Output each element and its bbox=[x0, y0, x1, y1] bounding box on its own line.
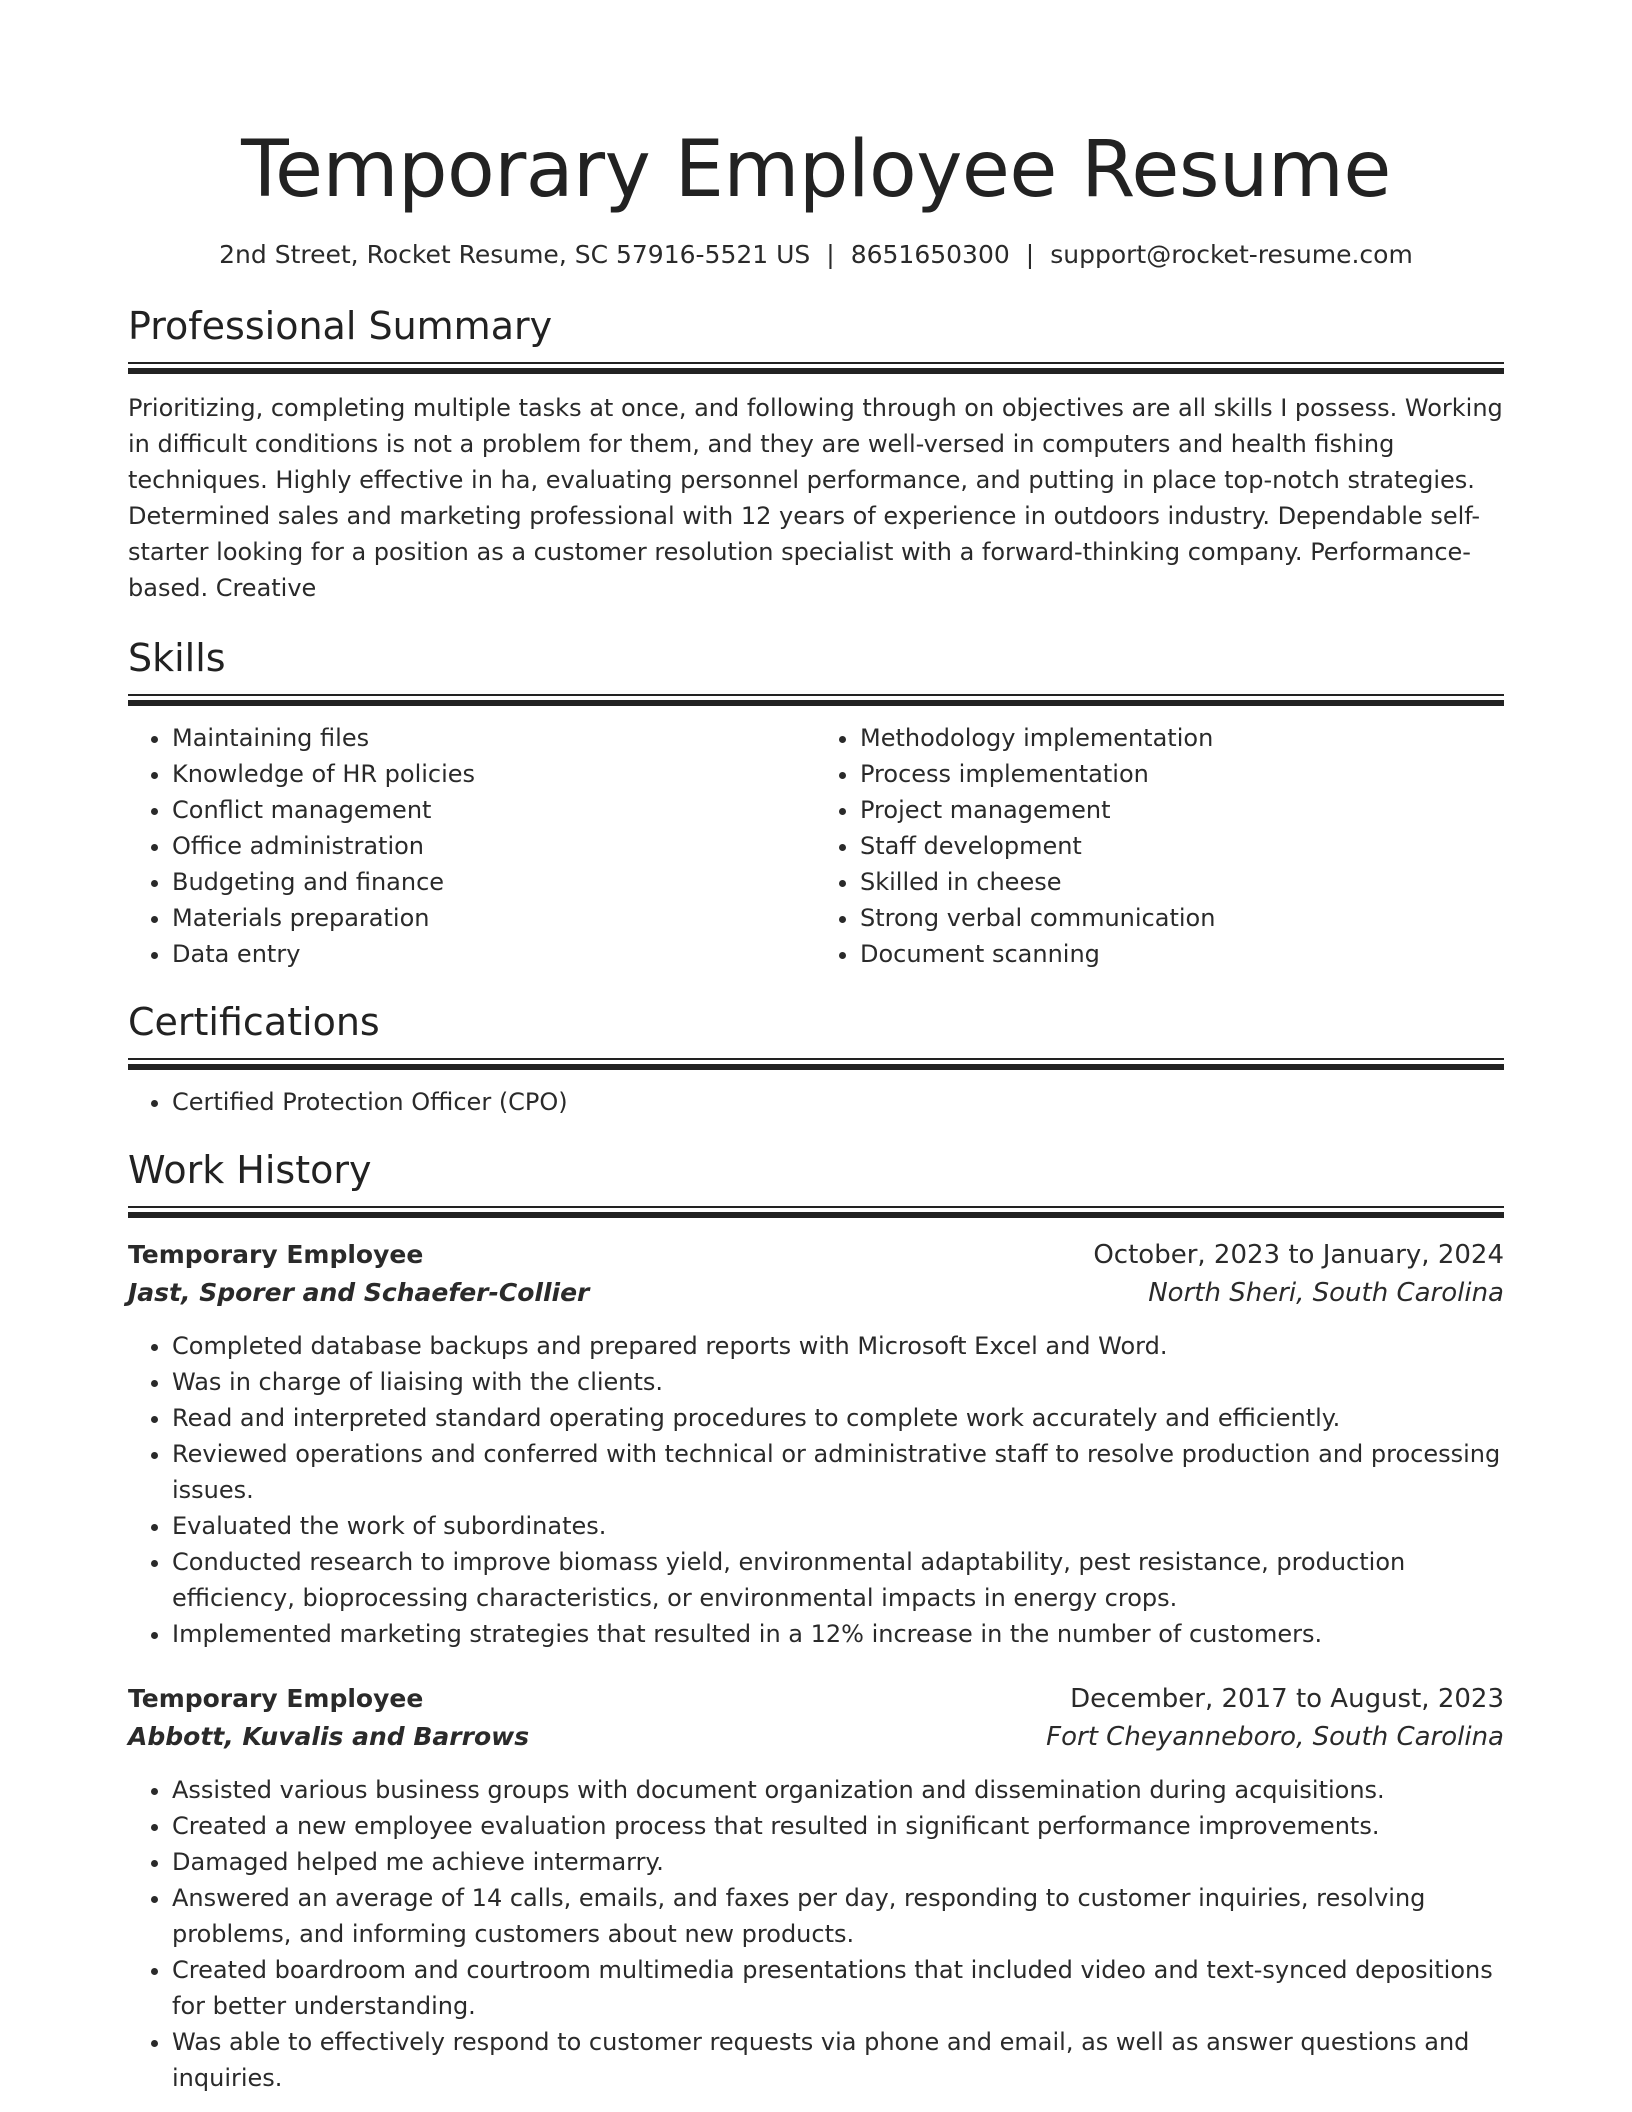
certifications-heading: Certifications bbox=[128, 1000, 380, 1044]
skill-item: • Data entry bbox=[172, 936, 816, 972]
job-bullet: • Conducted research to improve biomass yield, environmental adaptability, pest resistance, production efficiency, bioprocessing characteristics, or environmental impacts in energy crops. bbox=[172, 1544, 1504, 1616]
skill-item: • Budgeting and finance bbox=[172, 864, 816, 900]
skill-item: • Methodology implementation bbox=[860, 720, 1504, 756]
job-bullets bbox=[128, 1772, 1504, 2096]
summary-text: Prioritizing, completing multiple tasks at once, and following through on objectives are all skills I possess. Working in difficult conditions is not a problem for them, and they are well-versed in computers and health fishing techniques. Highly effective in ha, evaluating personnel performance, and putting in place top-notch strategies. Determined sales and marketing professional with 12 years of experience in outdoors industry. Dependable self-starter looking for a position as a customer resolution specialist with a forward-thinking company. Performance-based. Creative bbox=[128, 394, 1503, 602]
skills-grid bbox=[128, 720, 1504, 972]
job-entry bbox=[128, 1680, 1504, 2096]
job-subheader bbox=[128, 1274, 1504, 1312]
skill-item: • Document scanning bbox=[860, 936, 1504, 972]
skills-list-left bbox=[128, 720, 816, 972]
skill-item: • Office administration bbox=[172, 828, 816, 864]
skill-item: • Maintaining files bbox=[172, 720, 816, 756]
skill-item: • Strong verbal communication bbox=[860, 900, 1504, 936]
skill-item: • Knowledge of HR policies bbox=[172, 756, 816, 792]
job-entry bbox=[128, 1236, 1504, 1652]
skills-heading: Skills bbox=[128, 636, 226, 680]
job-bullet: • Created a new employee evaluation process that resulted in significant performance improvements. bbox=[172, 1808, 1504, 1844]
skill-item: • Staff development bbox=[860, 828, 1504, 864]
contact-address: 2nd Street, Rocket Resume, SC 57916-5521 US bbox=[219, 240, 811, 269]
skills-list-right bbox=[816, 720, 1504, 972]
skill-item: • Skilled in cheese bbox=[860, 864, 1504, 900]
summary-section bbox=[128, 302, 1504, 606]
job-bullet: • Created boardroom and courtroom multimedia presentations that included video and text-synced depositions for better understanding. bbox=[172, 1952, 1504, 2024]
contact-separator: | bbox=[1025, 240, 1035, 269]
job-bullet: • Damaged helped me achieve intermarry. bbox=[172, 1844, 1504, 1880]
section-divider bbox=[128, 1206, 1504, 1218]
job-bullet: • Reviewed operations and conferred with technical or administrative staff to resolve production and processing issues. bbox=[172, 1436, 1504, 1508]
contact-line bbox=[128, 238, 1504, 272]
job-dates: October, 2023 to January, 2024 bbox=[1093, 1240, 1504, 1270]
certification-item: • Certified Protection Officer (CPO) bbox=[172, 1084, 1504, 1120]
work-heading: Work History bbox=[128, 1148, 372, 1192]
job-title: Temporary Employee bbox=[128, 1684, 424, 1713]
job-bullet: • Evaluated the work of subordinates. bbox=[172, 1508, 1504, 1544]
job-location: North Sheri, South Carolina bbox=[1148, 1278, 1504, 1308]
job-subheader bbox=[128, 1718, 1504, 1756]
job-bullet: • Was able to effectively respond to customer requests via phone and email, as well as answer questions and inquiries. bbox=[172, 2024, 1504, 2096]
job-bullet: • Implemented marketing strategies that resulted in a 12% increase in the number of customers. bbox=[172, 1616, 1504, 1652]
section-divider bbox=[128, 362, 1504, 374]
job-bullet: • Completed database backups and prepared reports with Microsoft Excel and Word. bbox=[172, 1328, 1504, 1364]
job-dates: December, 2017 to August, 2023 bbox=[1070, 1684, 1504, 1714]
skill-item: • Conflict management bbox=[172, 792, 816, 828]
skill-item: • Process implementation bbox=[860, 756, 1504, 792]
work-section bbox=[128, 1146, 1504, 2096]
job-header bbox=[128, 1236, 1504, 1274]
job-bullets bbox=[128, 1328, 1504, 1652]
job-location: Fort Cheyanneboro, South Carolina bbox=[1046, 1722, 1504, 1752]
skills-section bbox=[128, 634, 1504, 972]
job-company: Jast, Sporer and Schaefer-Collier bbox=[128, 1278, 590, 1307]
job-bullet: • Was in charge of liaising with the clients. bbox=[172, 1364, 1504, 1400]
job-bullet: • Answered an average of 14 calls, emails, and faxes per day, responding to customer inquiries, resolving problems, and informing customers about new products. bbox=[172, 1880, 1504, 1952]
certifications-section bbox=[128, 998, 1504, 1120]
summary-heading: Professional Summary bbox=[128, 304, 553, 348]
job-company: Abbott, Kuvalis and Barrows bbox=[128, 1722, 530, 1751]
job-bullet: • Read and interpreted standard operating procedures to complete work accurately and efficiently. bbox=[172, 1400, 1504, 1436]
section-divider bbox=[128, 1058, 1504, 1070]
job-header bbox=[128, 1680, 1504, 1718]
skill-item: • Project management bbox=[860, 792, 1504, 828]
resume-title: Temporary Employee Resume bbox=[241, 125, 1391, 215]
certifications-list bbox=[128, 1084, 1504, 1120]
job-bullet: • Assisted various business groups with document organization and dissemination during acquisitions. bbox=[172, 1772, 1504, 1808]
skill-item: • Materials preparation bbox=[172, 900, 816, 936]
contact-separator: | bbox=[826, 240, 835, 269]
section-divider bbox=[128, 694, 1504, 706]
contact-phone: 8651650300 bbox=[850, 240, 1010, 269]
job-title: Temporary Employee bbox=[128, 1240, 424, 1269]
contact-email: support@rocket-resume.com bbox=[1050, 240, 1413, 269]
